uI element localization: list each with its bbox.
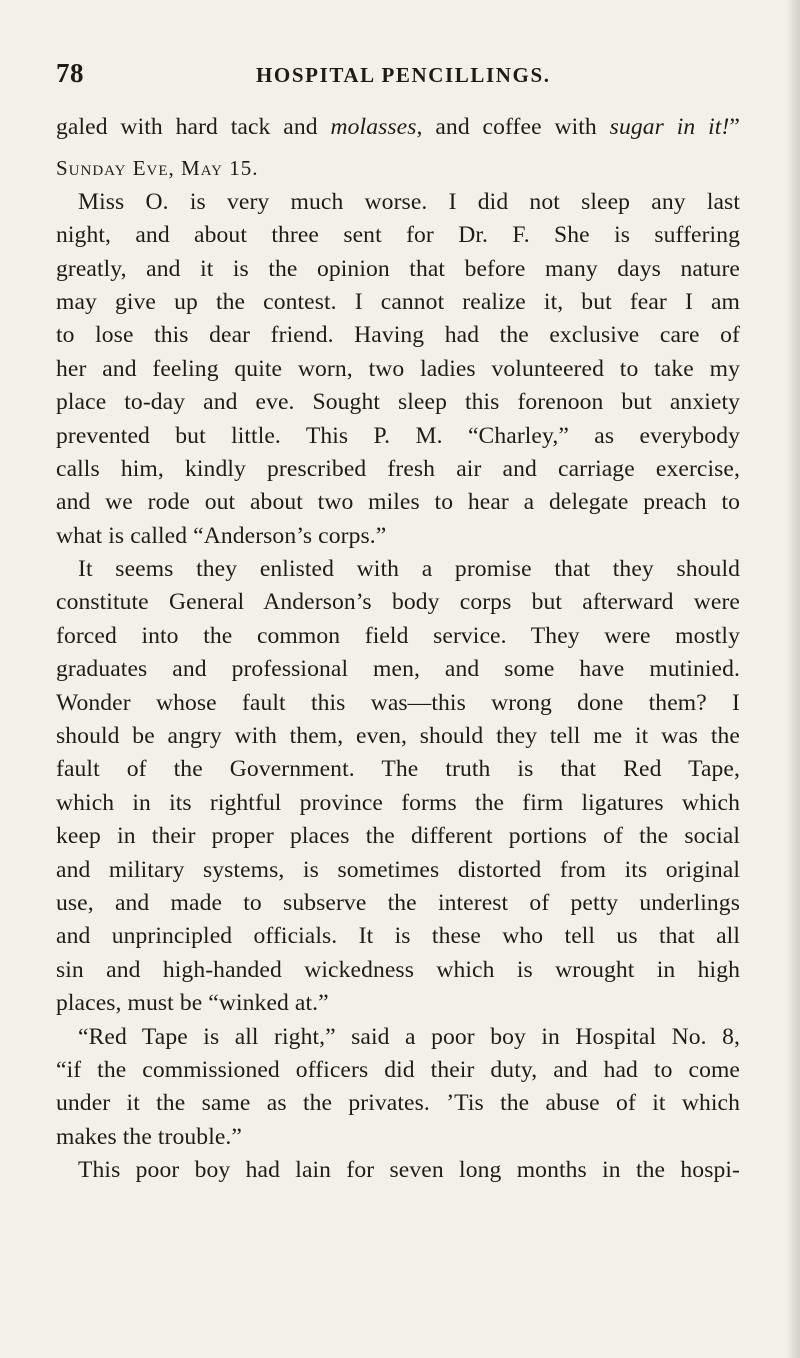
- continuation-italic-2: sugar in it!: [609, 114, 730, 140]
- text-line: Miss O. is very much worse. I did not sleep any last: [78, 188, 740, 215]
- text-line: place to-day and eve. Sought sleep this forenoon but anxiety: [56, 389, 740, 416]
- text-line: “Red Tape is all right,” said a poor boy in Hospital No. 8,: [78, 1023, 740, 1050]
- continuation-text-2: , and coffee with: [416, 114, 610, 140]
- text-line: and military systems, is sometimes distorted from its original: [56, 856, 740, 883]
- text-line: may give up the contest. I cannot realize it, but fear I am: [56, 288, 740, 315]
- text-line: forced into the common field service. They were mostly: [56, 622, 740, 649]
- text-line: greatly, and it is the opinion that before many days nature: [56, 255, 740, 282]
- text-line: night, and about three sent for Dr. F. She is suffering: [56, 222, 740, 249]
- text-line: her and feeling quite worn, two ladies volunteered to take my: [56, 355, 740, 382]
- continuation-text-3: ”: [729, 114, 740, 140]
- text-line: keep in their proper places the different portions of the social: [56, 823, 740, 850]
- diary-date-heading: [56, 152, 740, 185]
- text-line: under it the same as the privates. ’Tis the abuse of it which: [56, 1090, 740, 1117]
- text-line: to lose this dear friend. Having had the exclusive care of: [56, 322, 740, 349]
- continuation-line: [56, 111, 740, 144]
- paragraph-2: [56, 553, 740, 1020]
- running-head: [56, 58, 740, 89]
- text-line: use, and made to subserve the interest of petty underlings: [56, 889, 740, 916]
- text-line: graduates and professional men, and some have mutinied.: [56, 656, 740, 683]
- text-line: “if the commissioned officers did their duty, and had to come: [56, 1056, 740, 1083]
- text-line: constitute General Anderson’s body corps but afterward were: [56, 589, 740, 616]
- diary-date-text: Sunday Eve, May 15.: [56, 156, 259, 181]
- running-title: HOSPITAL PENCILLINGS.: [256, 63, 551, 87]
- text-line: It seems they enlisted with a promise that they should: [78, 556, 740, 583]
- text-line: prevented but little. This P. M. “Charley,” as everybody: [56, 422, 740, 449]
- text-line: This poor boy had lain for seven long months in the hospi-: [78, 1157, 740, 1184]
- paragraph-1: [56, 186, 740, 553]
- text-line: what is called “Anderson’s corps.”: [56, 522, 387, 549]
- text-line: makes the trouble.”: [56, 1123, 242, 1150]
- text-line: Wonder whose fault this was—this wrong done them? I: [56, 689, 740, 716]
- text-line: calls him, kindly prescribed fresh air and carriage exercise,: [56, 455, 740, 482]
- text-line: places, must be “winked at.”: [56, 990, 329, 1017]
- text-line: and unprincipled officials. It is these who tell us that all: [56, 923, 740, 950]
- paragraph-3: [56, 1021, 740, 1155]
- text-line: which in its rightful province forms the firm ligatures which: [56, 789, 740, 816]
- page-number: 78: [56, 58, 84, 88]
- text-line: and we rode out about two miles to hear a delegate preach to: [56, 489, 740, 516]
- paragraph-4: [56, 1154, 740, 1187]
- text-line: should be angry with them, even, should they tell me it was the: [56, 723, 740, 750]
- text-line: sin and high-handed wickedness which is wrought in high: [56, 956, 740, 983]
- continuation-text-1: galed with hard tack and: [56, 114, 331, 140]
- page-edge-shadow: [786, 0, 800, 1358]
- text-line: fault of the Government. The truth is that Red Tape,: [56, 756, 740, 783]
- continuation-italic-1: molasses: [330, 114, 417, 140]
